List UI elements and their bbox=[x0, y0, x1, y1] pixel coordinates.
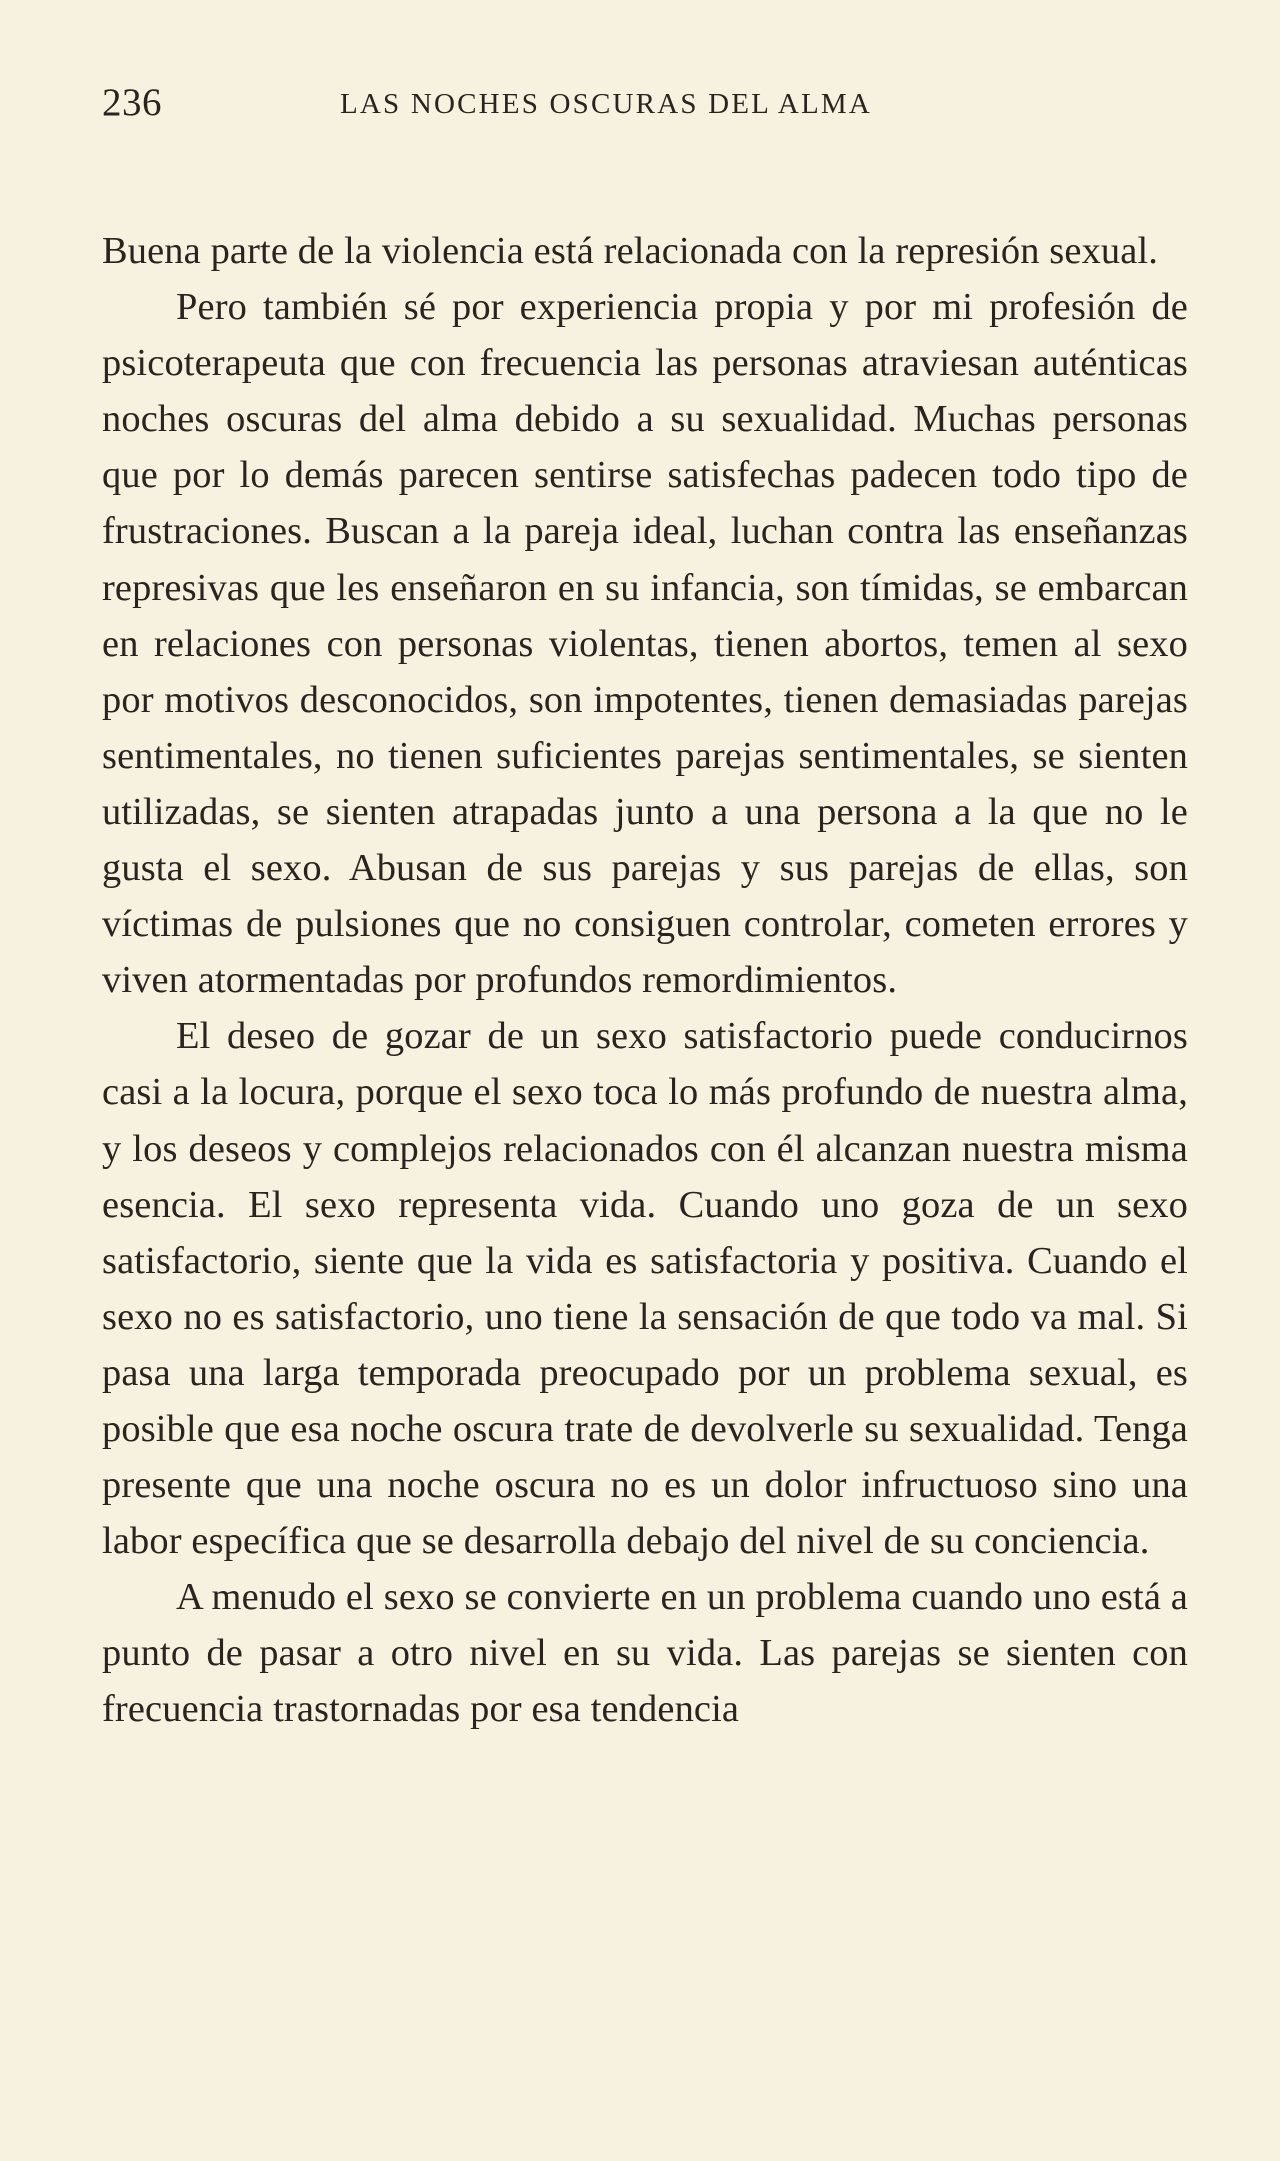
paragraph: Pero también sé por experiencia propia y por mi profesión de psicoterapeuta que con frecuencia las personas atraviesan auténticas noches oscuras del alma debido a su sexualidad. Muchas personas que por lo demás parecen sentirse satisfechas padecen todo tipo de frustraciones. Buscan a la pareja ideal, luchan contra las enseñanzas represivas que les enseñaron en su infancia, son tímidas, se embarcan en relaciones con personas violentas, tienen abortos, temen al sexo por motivos desconocidos, son impotentes, tienen demasiadas parejas sentimentales, no tienen suficientes parejas sentimentales, se sienten utilizadas, se sienten atrapadas junto a una persona a la que no le gusta el sexo. Abusan de sus parejas y sus parejas de ellas, son víctimas de pulsiones que no consiguen controlar, cometen errores y viven atormentadas por profundos remordimientos. bbox=[102, 286, 1188, 1002]
paragraph: A menudo el sexo se convierte en un problema cuando uno está a punto de pasar a otro nivel en su vida. Las parejas se sienten con frecuencia trastornadas por esa tendencia bbox=[102, 1576, 1188, 1731]
paragraph: El deseo de gozar de un sexo satisfactorio puede conducirnos casi a la locura, porque el sexo toca lo más profundo de nuestra alma, y los deseos y complejos relacionados con él alcanzan nuestra misma esencia. El sexo representa vida. Cuando uno goza de un sexo satisfactorio, siente que la vida es satisfactoria y positiva. Cuando el sexo no es satisfactorio, uno tiene la sensación de que todo va mal. Si pasa una larga temporada preocupado por un problema sexual, es posible que esa noche oscura trate de devolverle su sexualidad. Tenga presente que una noche oscura no es un dolor infructuoso sino una labor específica que se desarrolla debajo del nivel de su conciencia. bbox=[102, 1015, 1188, 1563]
running-title: LAS NOCHES OSCURAS DEL ALMA bbox=[340, 88, 873, 120]
running-header bbox=[102, 75, 1188, 131]
body-text bbox=[102, 223, 1188, 1738]
paragraph: Buena parte de la violencia está relacionada con la represión sexual. bbox=[102, 230, 1159, 272]
page-number: 236 bbox=[102, 81, 162, 124]
